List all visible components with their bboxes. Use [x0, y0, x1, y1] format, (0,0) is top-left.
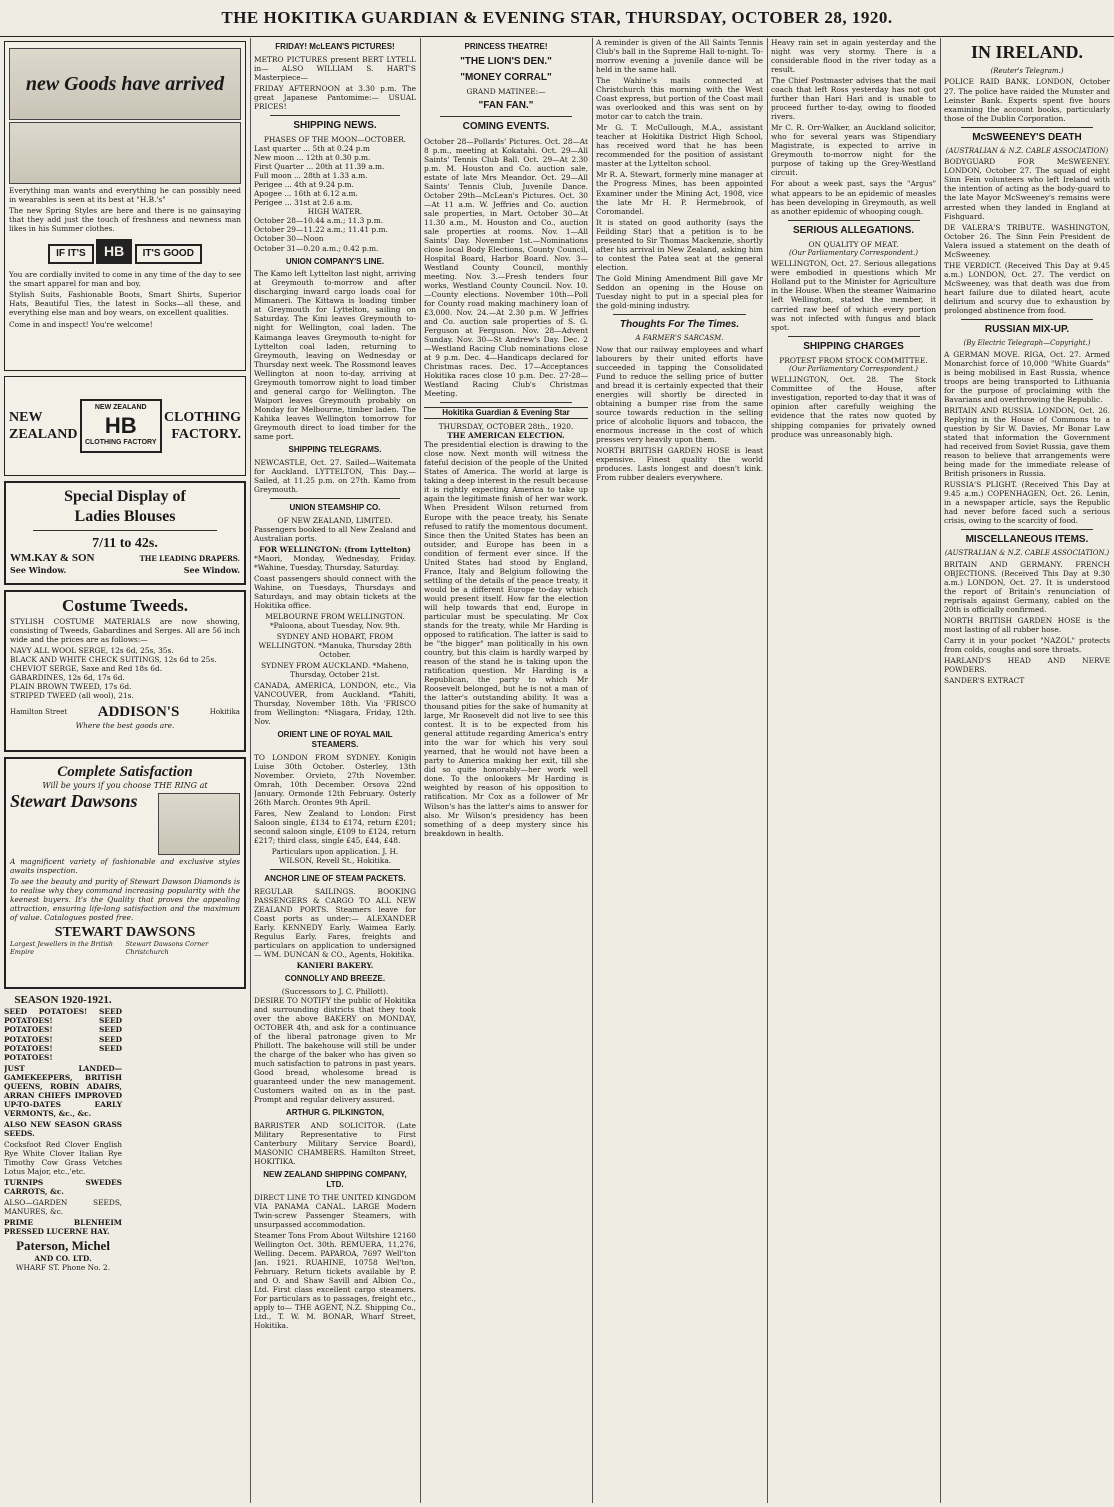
stewart-dawsons-ad [4, 757, 246, 989]
russian-title: RUSSIAN MIX-UP. [984, 323, 1070, 335]
uss-canada: CANADA, AMERICA, LONDON, etc., Via VANCOUVER, from Auckland. *Tahiti, Thursday, November 18th. Via 'FRISCO from Wellington: *Niagara, Friday, 12th. Nov. [254, 681, 416, 727]
column-news [771, 38, 936, 1503]
list-item: NAVY ALL WOOL SERGE, 12s 6d, 25s, 35s. [10, 645, 174, 655]
stewart-sub: Will be yours if you choose THE RING at [42, 781, 208, 791]
addison-town: Hokitika [209, 707, 240, 716]
american-election-text: The presidential election is drawing to the close now. Next month will witness the fateful decision of the people of the United States of America. The world at large is taking a deep interest in the result because it is rightly expecting America to take up again the legitimate finish of her war work. When President Wilson returned from Europe with the peace treaty, his Senate refused to ratify the momentous document. Since then the United States has been an outsider, and Europe has been in a condition of ferment ever since. If the United States had stood by England, France, Italy and Belgium following the settling of the details of the peace treaty, it would be a different Europe to-day which would present itself. How far the election will help towards that end, Europe in particular must be speculating. Mr Cox stands for the treaty, while Mr Harding is opposed to ratification. The latter is said to be "the bigger" man politically in his own country, but this claim is hardly warped by reason of the stand he is taking upon the ratification question. Mr Harding is a Republican, the party to which Mr Roosevelt belonged, but he is not a man of the latter's outstanding ability. It was a thousand pities for the sake of humanity at large, Mr Roosevelt did not live to see this contest. It is to be expected from his general attitude regarding America's entry into the war for which his very soul yearned, that he would not have been a party to America making her exit, till she did so quite honorably—her work well done. To the onlookers Mr Harding is weighted by reason of his opposition to ratification. Mr Cox as a follower of Mr Wilson's has the latter's aims to answer for also. Mr Wilson's presidency has been something of a deep mystery since his breakdown in health. [424, 440, 588, 838]
col2-bottom-placeholder [126, 994, 244, 1272]
stewart-left: Largest Jewellers in the British Empire [10, 940, 113, 957]
see-window-2: See Window. [183, 564, 240, 575]
charges-corr: (Our Parliamentary Correspondent.) [788, 364, 919, 373]
britain-russia-text: BRITAIN AND RUSSIA. LONDON, Oct. 26. Replying in the House of Commons to a question by Sir W. Davies, Mr Bonar Law stated that information the Government had received from Soviet Russia, gave them reason to believe that arrangements were being made for the immediate release of British prisoners in Russia. [944, 405, 1110, 479]
uss-wellington: FOR WELLINGTON: (from Lyttelton) [259, 544, 411, 554]
shipping-news-title: SHIPPING NEWS. [293, 119, 377, 131]
pilkington-text: BARRISTER AND SOLICITOR. (Late Military Representative to First Canterbury Military Service Board), MASONIC CHAMBERS. Hamilton Street, HOKITIKA. [254, 1121, 416, 1167]
mcsweeney-text: BODYGUARD FOR McSWEENEY. LONDON, October 27. The squad of eight Sinn Fein volunteers who left Ireland with the intention of acting as the body-guard to the late Mayor McSweeney's remains were arrested when they landed in England at Fishguard. [944, 157, 1110, 221]
anchor-title: ANCHOR LINE OF STEAM PACKETS. [264, 874, 406, 884]
high-water-title: HIGH WATER. [307, 207, 363, 217]
mclean-pictures-header: FRIDAY! McLEAN'S PICTURES! [275, 42, 395, 51]
mccullough: Mr G. T. McCullough, M.A., assistant teacher at Hokitika District High School, has received word that he has been recommended for the position of assistant master at the Lyttelton school. [596, 123, 763, 169]
russian-text: A GERMAN MOVE. RIGA, Oct. 27. Armed Monarchist force of 10,000 "White Guards" is being mobilised in East Russia, whence troops are being transported to Lithuania for the purpose of proclaiming with the Bavarians and overthrowing the Republic. [944, 349, 1110, 404]
spring-styles-text: The new Spring Styles are here and there is no gainsaying that they add just the touch of freshness and newness man likes in his Summer clothes. [9, 206, 241, 234]
shipping-telegrams-text: NEWCASTLE, Oct. 27. Sailed—Waitemata for Auckland. LYTTELTON, This Day.—Sailed, at 11.25 p.m. on 27th. Kamo from Greymouth. [254, 457, 416, 494]
masthead [0, 0, 1114, 37]
nz-clothing-factory-ad [4, 376, 246, 476]
stewart-right: Stewart Dawsons Corner Christchurch [125, 940, 209, 957]
column-rule [420, 38, 421, 1503]
orient-apply: Particulars upon application. J. H. WILSON, Revell St., Hokitika. [271, 847, 399, 866]
american-election-heading: THE AMERICAN ELECTION. [447, 431, 565, 441]
nz-right [164, 409, 241, 443]
paterson-firm: Paterson, Michel [16, 1238, 110, 1254]
orient-sailings: TO LONDON FROM SYDNEY. Konigin Luise 30th October. Osterley, 13th November. Orvieto, 27th November. Omrah, 10th December. Orsova 22nd January. Ormonde 12th February. Osterly 26th March. Orontes 9th April. [254, 752, 416, 807]
misc-title: MISCELLANEOUS ITEMS. [965, 534, 1089, 546]
money-corral-title: "MONEY CORRAL" [460, 71, 552, 83]
misc-text: BRITAIN AND GERMANY. FRENCH OBJECTIONS. (Received This Day at 9.30 a.m.) LONDON, Oct. 27. It is understood the report of Britain's renunciation of reprisals against Germany, cabled on the 20th is officially confirmed. [944, 559, 1110, 615]
lucerne-hay: PRIME BLENHEIM PRESSED LUCERNE HAY. [4, 1218, 122, 1237]
see-window-1: See Window. [10, 564, 67, 575]
tweeds-title: Costume Tweeds. [62, 596, 188, 615]
measles-epidemic: For about a week past, says the "Argus" what appears to be an epidemic of measles has been developing in Greymouth, as well as another epidemic of whooping cough. [771, 179, 936, 216]
clothing-label: CLOTHING [163, 409, 241, 425]
connolly-sub: (Successors to J. C. Phillott). [281, 986, 389, 996]
union-line-title: UNION COMPANY'S LINE. [285, 256, 385, 266]
just-landed: JUST LANDED— GAMEKEEPERS, BRITISH QUEENS, ROBIN ADAIRS, ARRAN CHIEFS IMPROVED UP-TO-DATES EARLY VERMONTS, &c., &c. [4, 1063, 122, 1118]
come-in-text: Come in and inspect! You're welcome! [9, 319, 153, 329]
season-title: SEASON 1920-1921. [14, 994, 112, 1006]
new-label: NEW [9, 409, 43, 425]
connolly-text: DESIRE TO NOTIFY the public of Hokitika and surrounding districts that they took over the above BAKERY on MONDAY, OCTOBER 4th, and ask for a continuance of the liberal patronage given to Mr Phillott. The bakehouse will still be under the charge of the baker who has given so much satisfaction to patrons in past years. Good bread, wholesome bread is guaranteed under the new management. Customers waited on as in the past. Prompt and regular delivery assured. [254, 995, 416, 1105]
de-valera-text: DE VALERA'S TRIBUTE. WASHINGTON, October 26. The Sinn Fein President de Valera issued a statement on the death of McSweeney. [944, 222, 1110, 259]
tweeds-text: STYLISH COSTUME MATERIALS are now showing, consisting of Tweeds, Gabardines and Serges. All are 56 inch wide and the prices are as follows:— [10, 616, 240, 644]
column-cables [944, 38, 1110, 1503]
seed-potatoes: SEED POTATOES! SEED POTATOES! SEED POTATOES! SEED POTATOES! SEED POTATOES! SEED POTATOES! [4, 1007, 122, 1062]
tennis-reminder: A reminder is given of the All Saints Tennis Club's ball in the Supreme Hall to-night. To-morrow evening a juvenile dance will be held in the same hall. [596, 38, 763, 75]
column-local-news [596, 38, 763, 1503]
allegations-text: WELLINGTON, Oct. 27. Serious allegations were embodied in questions which Mr Holland put to the Minister for Agriculture in the House. When the steamer Waimarino left Wellington, stated the member, it carried raw beef of which every portion was not infected with fungus and black spot. [771, 259, 936, 332]
hb-logo: HB [96, 239, 132, 264]
nzs-text: DIRECT LINE TO THE UNITED KINGDOM VIA PANAMA CANAL. LARGE Modern Twin-screw Passenger Steamers, with unsurpassed accommodation. [254, 1192, 416, 1229]
column-ads [4, 38, 246, 1503]
hb-new-goods-ad [4, 41, 246, 371]
patea-petition: It is stated on good authority (says the Feilding Star) that a petition is to be presented to Sir Thomas Mackenzie, shortly after his arrival in New Zealand, asking him to contest the Patea seat at the general election. [596, 217, 763, 272]
paterson-wharf: WHARF ST. Phone No. 2. [15, 1263, 111, 1273]
ladies-blouses-ad [4, 481, 246, 585]
nzs-ships: Steamer Tons From About Wiltshire 12160 Wellington Oct. 30th. REMUERA, 11,276, Welling. Decem. PAPAROA, 7697 Well'ton Jan. 1921. RUAHINE, 10758 Wel'ton, February. Return tickets available by P. and O. and Shaw Savill and Albion Co., Ltd. First class excellent cargo steamers. For particulars as to passages, freight etc., apply to— THE AGENT, N.Z. Shipping Co., Ltd., T. W. M. BONAR, Wharf Street, Hokitika. [254, 1230, 416, 1331]
column-shipping [254, 38, 416, 1503]
column-rule [940, 38, 941, 1503]
misc-nazol: Carry it in your pocket "NAZOL" protects from colds, coughs and sore throats. [944, 636, 1110, 655]
fan-fan-title: "FAN FAN." [478, 100, 534, 112]
uss-sydney-auckland: SYDNEY FROM AUCKLAND. *Maheno, Thursday, October 21st. [261, 660, 409, 679]
badge-top: NEW ZEALAND [94, 404, 147, 412]
factory-label: FACTORY. [171, 427, 241, 442]
friday-afternoon: FRIDAY AFTERNOON at 3.30 p.m. The great Japanese Pantomime:— USUAL PRICES! [254, 83, 416, 111]
anchor-text: REGULAR SAILINGS. BOOKING PASSENGERS & CARGO TO ALL NEW ZEALAND PORTS. Steamers leave for Coast ports as under:— ALEXANDER Early. KENNEDY Early. Waimea Early. Regulus Early. Fares, freights and particulars on application to undersigned— WM. DUNCAN & CO., Agents, Hokitika. [254, 886, 416, 960]
list-item: Apogee ... 16th at 6.12 a.m. [254, 189, 358, 199]
charges-title: SHIPPING CHARGES [803, 340, 904, 352]
addison-slogan: Where the best goods are. [75, 721, 175, 731]
blouses-price: 7/11 to 42s. [92, 536, 158, 552]
stewart-appointed: Mr R. A. Stewart, formerly mine manager at the Progress Mines, has been appointed Examiner under the Mining Act, 1908, vice the late Mr H. P. Hermebrook, of Coromandel. [596, 170, 763, 216]
misc-sander: SANDER'S EXTRACT [944, 676, 1025, 686]
badge-bottom: CLOTHING FACTORY [84, 439, 157, 447]
verdict-text: THE VERDICT. (Received This Day at 9.45 a.m.) LONDON, Oct. 27. The verdict on McSweeney, was that death was due from heart failure due to dilated heart, acute delirium and scurvy due to exhaustion by prolonged abstinence from food. [944, 260, 1110, 315]
bottom-ads-row [4, 994, 246, 1272]
ring-illustration [158, 793, 240, 855]
ireland-title: IN IRELAND. [970, 42, 1084, 62]
grass-list: Cocksfoot Red Clover English Rye White Clover Italian Rye Timothy Cow Grass Vetches Lotus Major, etc.,'etc. [4, 1139, 122, 1176]
column-events [424, 38, 588, 1503]
orr-walker: Mr C. R. Orr-Walker, an Auckland solicitor, who for several years was Stipendiary Magistrate, is expected to arrive in Greymouth to-morrow night for the purpose of taking up the Grey-Westland circuit. [771, 123, 936, 178]
list-item: STRIPED TWEED (all wool), 21s. [10, 690, 134, 700]
list-item: Full moon ... 28th at 1.33 a.m. [254, 171, 368, 181]
shipping-telegrams-title: SHIPPING TELEGRAMS. [288, 444, 382, 454]
nz-left [9, 409, 77, 443]
allegations-corr: (Our Parliamentary Correspondent.) [788, 248, 919, 257]
union-line-text: The Kamo left Lyttelton last night, arriving at Greymouth to-morrow and after discharging inward cargo loads coal for Mimaneri. The Kittawa is loading timber at Greymouth for Lyttelton, sailing on Saturday. The Kini leaves Greymouth to-night for Wellington, coal laden. The Kaimanga leaves Greymouth to-night for Lyttelton coal laden, returning to Greymouth, leaving on Wednesday or Thursday next week. The Rossmond leaves Wellington at noon to-day, arriving at Greymouth tomorrow night to load timber and general cargo for Wellington. The Waipori leaves Greymouth probably on Monday for Melbourne, timber laden. The Kahika leaves Wellington tomorrow for Greymouth direct to load timber for the same port. [254, 269, 416, 441]
ireland-sub: (Reuter's Telegram.) [990, 66, 1064, 75]
stewart-text: To see the beauty and purity of Stewart Dawson Diamonds is to realise why they command increasing popularity with the keenest buyers. It's the Quality that proves the appealing attraction, ensuring life-long satisfaction and the maximum of value. Catalogues posted free. [10, 877, 240, 923]
tides-list [254, 216, 416, 252]
list-item: CHEVIOT SERGE, Saxe and Red 18s 6d. [10, 663, 163, 673]
charges-sub: PROTEST FROM STOCK COMMITTEE. [779, 355, 928, 365]
if-its-label: IF IT'S [48, 244, 94, 264]
paterson-co: AND CO. LTD. [34, 1254, 92, 1264]
column-rule [250, 38, 251, 1503]
list-item: Perigee ... 4th at 9.24 p.m. [254, 180, 354, 190]
coming-events-title: COMING EVENTS. [462, 121, 550, 133]
lion-den-title: "THE LION'S DEN." [460, 55, 552, 67]
addison-firm: ADDISON'S [97, 704, 180, 721]
leading-drapers: THE LEADING DRAPERS. [139, 553, 240, 563]
kanieri-bakery: KANIERI BAKERY. [296, 961, 374, 971]
thoughts-sub: A FARMER'S SARCASM. [635, 334, 724, 343]
thoughts-text: Now that our railway employees and wharf labourers by their united efforts have succeeded in tapping the Consolidated Fund to reduce the selling price of butter and bread it is certainly expected that their energies will shortly be directed in obtaining a bumper rise from the same source towards reduction in the selling price of alcoholic liquors and tobacco, the enormous increase in the cost of which presses very heavily upon them. [596, 344, 763, 444]
misc-harland: HARLAND'S HEAD AND NERVE POWDERS. [944, 656, 1110, 675]
stewart-variety: A magnificent variety of fashionable and exclusive styles awaits inspection. [10, 857, 240, 876]
uss-melbourne: MELBOURNE FROM WELLINGTON. *Paloona, about Tuesday, Nov. 9th. [265, 611, 405, 630]
list-item: October 28—10.44 a.m.; 11.3 p.m. [254, 216, 384, 226]
moon-phases-title: PHASES OF THE MOON—OCTOBER. [263, 135, 407, 145]
list-item: October 29—11.22 a.m.; 11.41 p.m. [254, 225, 388, 235]
orient-title: ORIENT LINE OF ROYAL MAIL STEAMERS. [277, 730, 393, 749]
garden-seeds: ALSO—GARDEN SEEDS, MANURES, &c. [4, 1198, 122, 1217]
grand-matinee: GRAND MATINEE:— [466, 87, 546, 97]
seeds-ad [4, 994, 122, 1272]
wahine-mails: The Wahine's mails connected at Christchurch this morning with the West Coast express, but portion of the Coast mail was overlooked and this was sent on by motor car to catch the train. [596, 76, 763, 122]
misc-hose: NORTH BRITISH GARDEN HOSE is the most lasting of all rubber hose. [944, 616, 1110, 635]
nzs-title: NEW ZEALAND SHIPPING COMPANY, LTD. [263, 1170, 407, 1189]
stewart-name: Stewart Dawsons [10, 791, 138, 812]
charges-text: WELLINGTON, Oct. 28. The Stock Committee of the House, after investigation, reported to-day that it was of opinion after carefully weighing the evidence that the rates now quoted by shipping companies for privately owned produce was unreasonably high. [771, 375, 936, 439]
coming-events-text: October 28—Pollards' Pictures. Oct. 28—At 8 p.m., meeting at Kokatahi. Oct. 29—All Saints' Tennis Club Ball. Oct. 29—At 2.30 p.m. M. Houston and Co. auction sale, estate of late Mrs Meandor. Oct. 29—All Saints' Tennis Club, Juvenile Dance. October 29th—McLean's Pictures. Oct. 30—At 11 a.m. W. Jeffries and Co. auction sale properties, in Mart. October 30—At 11.30 a.m., M. Houston and Co., auction sale properties at rooms. Nov. 1—All Saints' Day. November 1st.—Nominations close local Body Elections, County Council, Hospital Board, Harbor Board. Nov. 3—Westland County Council, monthly meeting. Nov. 3.—Fresh tenders four works, Westland County Council. Nov. 10.—County elections. November 10th—Poll for County road making machinery loan of £3,000. Nov. 24.—At 2.30 p.m. W Jeffries and Co. auction sale properties of S. G. Ferguson at Ferguson. Nov. 28—Advent Sunday. Nov. 30—St Andrew's Day. Dec. 2—Westland Racing Club nominations close at 9 p.m. Dec. 4—Handicaps declared for Christmas races. Dec. 17—Acceptances Hokitika races close 10 p.m. Dec. 27-28—Westland Racing Club's Christmas Meeting. [424, 136, 588, 399]
costume-tweeds-ad [4, 590, 246, 752]
masthead-title: THE HOKITIKA GUARDIAN & EVENING STAR, THURSDAY, OCTOBER 28, 1920. [221, 8, 893, 27]
clothing-illustration [9, 122, 241, 184]
kay-firm: WM.KAY & SON [10, 552, 95, 565]
russian-sub: (By Electric Telegraph—Copyright.) [963, 339, 1091, 348]
russia-plight-text: RUSSIA'S PLIGHT. (Received This Day at 9.45 a.m.) COPENHAGEN, Oct. 26. Lenin, in a newspaper article, says the Republic had never before faced such a serious crisis, owing to the scarcity of food. [944, 480, 1110, 526]
misc-sub: (AUSTRALIAN & N.Z. CABLE ASSOCIATION.) [944, 549, 1110, 558]
list-item: BLACK AND WHITE CHECK SUITINGS, 12s 6d to 25s. [10, 654, 217, 664]
list-item: First Quarter ... 20th at 11.39 a.m. [254, 162, 385, 172]
list-item: Last quarter ... 5th at 0.24 p.m [254, 144, 370, 154]
stewart-banner: STEWART DAWSONS [54, 925, 196, 941]
stewart-title: Complete Satisfaction [57, 764, 193, 780]
list-item: New moon ... 12th at 0.30 p.m. [254, 153, 371, 163]
mcsweeney-sub: (AUSTRALIAN & N.Z. CABLE ASSOCIATION) [945, 146, 1109, 155]
new-goods-banner [9, 48, 241, 120]
heavy-rain: Heavy rain set in again yesterday and the night was very stormy. There is a considerable flood in the river today as a result. [771, 38, 936, 75]
blouses-title-1: Special Display of [64, 488, 186, 505]
guardian-title: Hokitika Guardian & Evening Star [424, 407, 588, 419]
stylish-text: Stylish Suits, Fashionable Boots, Smart Shirts, Superior Hats, Beautiful Ties, the latest in Socks—all these, and everything else man and boy wears, on excellent qualities. [9, 290, 241, 318]
allegations-sub: ON QUALITY OF MEAT. [808, 239, 899, 249]
uss-text: Passengers booked to all New Zealand and Australian ports. [254, 524, 416, 543]
ireland-text: POLICE RAID BANK. LONDON, October 27. The police have raided the Munster and Leinster Bank. Experts spent five hours examining the account books, particularly those of the Dublin Corporation. [944, 77, 1110, 123]
nz-badge [80, 399, 162, 453]
zealand-label: ZEALAND [9, 427, 78, 442]
guardian-date: THURSDAY, OCTOBER 28th., 1920. [438, 422, 574, 432]
metro-pictures: METRO PICTURES present BERT LYTELL in— ALSO WILLIAM S. HART'S Masterpiece— [254, 54, 416, 82]
list-item: PLAIN BROWN TWEED, 17s 6d. [10, 681, 132, 691]
list-item: Perigee ... 31st at 2.6 a.m. [254, 198, 353, 208]
orient-fares: Fares, New Zealand to London: First Saloon single, £134 to £174, return £201; second saloon single, £109 to £124, return £217; third class, single £45, £44, £48. [254, 808, 416, 845]
uss-schedule: *Maori, Monday, Wednesday, Friday. *Wahine, Tuesday, Thursday, Saturday. [254, 553, 416, 572]
new-grass-seeds: ALSO NEW SEASON GRASS SEEDS. [4, 1119, 122, 1138]
addison-street: Hamilton Street [10, 707, 68, 716]
moon-list [254, 144, 416, 207]
badge-hb: HB [104, 412, 137, 438]
uss-title: UNION STEAMSHIP CO. [289, 502, 381, 512]
blouses-title-2: Ladies Blouses [74, 507, 176, 525]
allegations-title: SERIOUS ALLEGATIONS. [792, 224, 915, 236]
uss-sub: OF NEW ZEALAND, LIMITED. [277, 515, 393, 525]
gold-mining-bill: The Gold Mining Amendment Bill gave Mr Seddon an opening in the House on Tuesday night to put in a special plea for the gold-mining industry. [596, 273, 763, 310]
its-good-label: IT'S GOOD [135, 244, 202, 264]
thoughts-title: Thoughts For The Times. [619, 318, 740, 330]
uss-sydney: SYDNEY AND HOBART, FROM WELLINGTON. *Manuka, Thursday 28th October. [258, 631, 412, 659]
uss-coast: Coast passengers should connect with the Wahine, on Tuesdays, Thursdays and Saturdays, and may obtain tickets at the Hokitika office. [254, 573, 416, 610]
tweeds-list [10, 646, 240, 700]
list-item: October 30—Noon [254, 234, 324, 244]
hb-logo-row [9, 239, 241, 264]
column-rule [592, 38, 593, 1503]
pilkington-title: ARTHUR G. PILKINGTON, [285, 1108, 385, 1118]
invite-text: You are cordially invited to come in any time of the day to see the smart apparel for man and boy. [9, 270, 241, 289]
new-goods-text: Everything man wants and everything he can possibly need in wearables is seen at its best at "H.B.'s" [9, 186, 241, 205]
garden-hose-note: NORTH BRITISH GARDEN HOSE is least expensive. Finest quality the world produces. Lasts longest and doesn't kink. From rubber dealers everywhere. [596, 445, 763, 483]
new-goods-headline: new Goods have arrived [25, 72, 225, 95]
princess-theatre: PRINCESS THEATRE! [464, 42, 548, 51]
mcsweeney-title: McSWEENEY'S DEATH [972, 131, 1082, 143]
column-rule [767, 38, 768, 1503]
list-item: October 31—0.20 a.m.; 0.42 p.m. [254, 243, 379, 253]
connolly-title: CONNOLLY AND BREEZE. [284, 974, 386, 984]
turnips: TURNIPS SWEDES CARROTS, &c. [4, 1177, 122, 1196]
mail-coach: The Chief Postmaster advises that the mail coach that left Ross yesterday has not got further than Hari Hari and is unable to proceed further to-day, owing to flooded rivers. [771, 76, 936, 122]
list-item: GABARDINES, 12s 6d, 17s 6d. [10, 672, 125, 682]
